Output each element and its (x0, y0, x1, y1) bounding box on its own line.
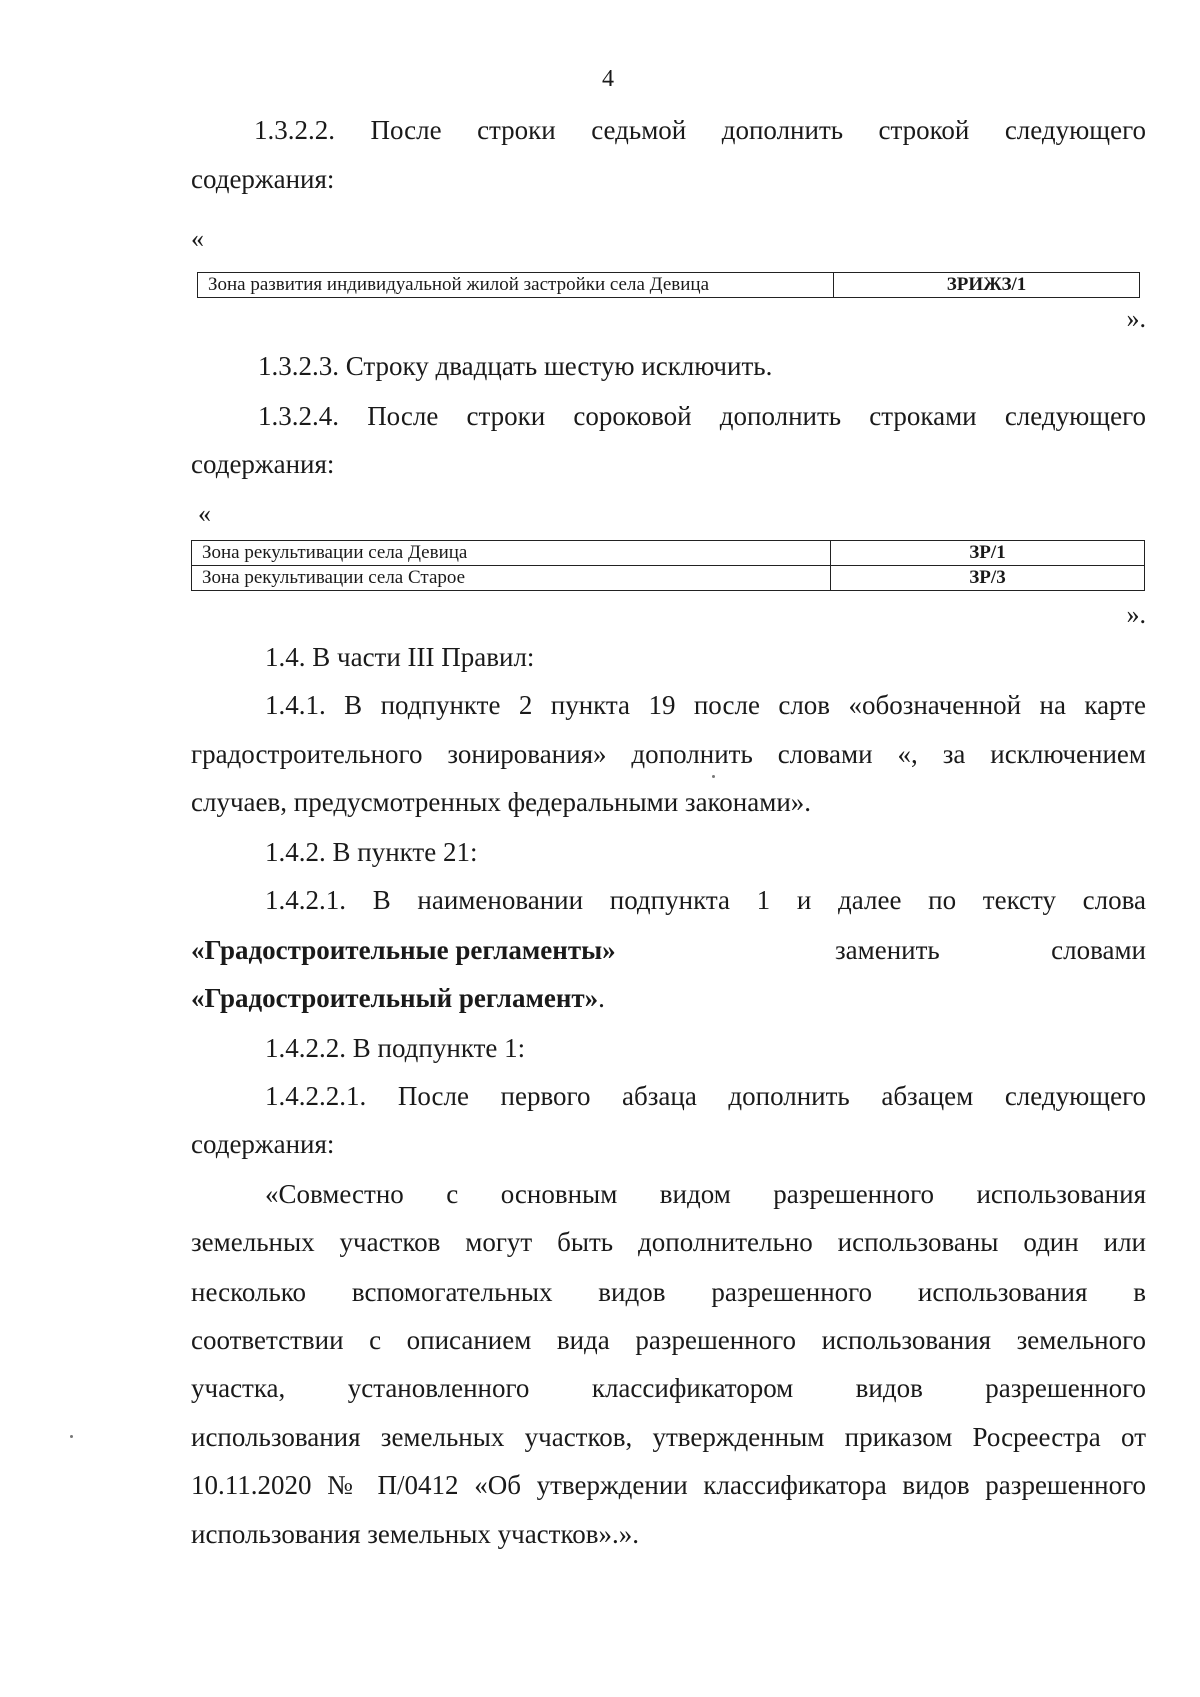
paragraph-1-3-2-2-line2: содержания: (191, 164, 335, 194)
paragraph-1-4-1-line2: градостроительного зонирования» дополнить словами «, за исключением (191, 739, 1146, 769)
paragraph-1-3-2-2-line1: 1.3.2.2. После строки седьмой дополнить строкой следующего (254, 115, 1146, 145)
paragraph-1-4-2-1-middle: заменить словами (835, 935, 1146, 965)
quoted-paragraph-line-7: 10.11.2020 № П/0412 «Об утверждении классификатора видов разрешенного (191, 1470, 1146, 1500)
scan-speck (70, 1435, 73, 1438)
table-row (192, 541, 1145, 566)
zone-code-cell: ЗРИЖЗ/1 (834, 273, 1140, 298)
bold-phrase-new: «Градостроительный регламент» (191, 983, 599, 1013)
table-row (192, 566, 1145, 591)
open-quote-1: « (191, 224, 204, 253)
quoted-paragraph-line-1: «Совместно с основным видом разрешенного использования (265, 1179, 1146, 1209)
paragraph-1-3-2-4-line2: содержания: (191, 449, 335, 479)
paragraph-1-4-2-2: 1.4.2.2. В подпункте 1: (265, 1033, 526, 1063)
zone-code-cell: ЗР/3 (831, 566, 1145, 591)
close-quote-1: ». (1126, 304, 1146, 333)
zone-name-cell: Зона рекультивации села Старое (192, 566, 831, 591)
zone-name-cell: Зона развития индивидуальной жилой застройки села Девица (198, 273, 834, 298)
quoted-paragraph-line-5: участка, установленного классификатором видов разрешенного (191, 1373, 1146, 1403)
quoted-paragraph-line-4: соответствии с описанием вида разрешенного использования земельного (191, 1325, 1146, 1355)
zones-table-2 (191, 540, 1145, 591)
zones-table-1 (197, 272, 1140, 298)
page-number: 4 (602, 66, 614, 92)
paragraph-1-4: 1.4. В части III Правил: (265, 642, 535, 672)
scan-speck (712, 775, 715, 778)
paragraph-1-4-2: 1.4.2. В пункте 21: (265, 837, 478, 867)
paragraph-1-4-1-line1: 1.4.1. В подпункте 2 пункта 19 после слов «обозначенной на карте (265, 690, 1146, 720)
paragraph-end-period: . (598, 983, 605, 1013)
zone-code-cell: ЗР/1 (831, 541, 1145, 566)
open-quote-2: « (198, 499, 211, 528)
bold-phrase-old: «Градостроительные регламенты» (191, 935, 616, 965)
quoted-paragraph-line-6: использования земельных участков, утвержденным приказом Росреестра от (191, 1422, 1146, 1452)
quoted-paragraph-line-8: использования земельных участков».». (191, 1519, 639, 1549)
quoted-paragraph-line-2: земельных участков могут быть дополнительно использованы один или (191, 1227, 1146, 1257)
zone-name-cell: Зона рекультивации села Девица (192, 541, 831, 566)
close-quote-2: ». (1126, 600, 1146, 629)
paragraph-1-3-2-4-line1: 1.3.2.4. После строки сороковой дополнить строками следующего (258, 401, 1146, 431)
paragraph-1-3-2-3: 1.3.2.3. Строку двадцать шестую исключить. (258, 351, 773, 381)
paragraph-1-4-2-2-1-line2: содержания: (191, 1129, 335, 1159)
paragraph-1-4-2-1-line3 (191, 974, 605, 1023)
paragraph-1-4-2-1-line1: 1.4.2.1. В наименовании подпункта 1 и далее по тексту слова (265, 885, 1146, 915)
paragraph-1-4-1-line3: случаев, предусмотренных федеральными законами». (191, 787, 812, 817)
quoted-paragraph-line-3: несколько вспомогательных видов разрешенного использования в (191, 1277, 1146, 1307)
paragraph-1-4-2-2-1-line1: 1.4.2.2.1. После первого абзаца дополнить абзацем следующего (265, 1081, 1146, 1111)
table-row (198, 273, 1140, 298)
